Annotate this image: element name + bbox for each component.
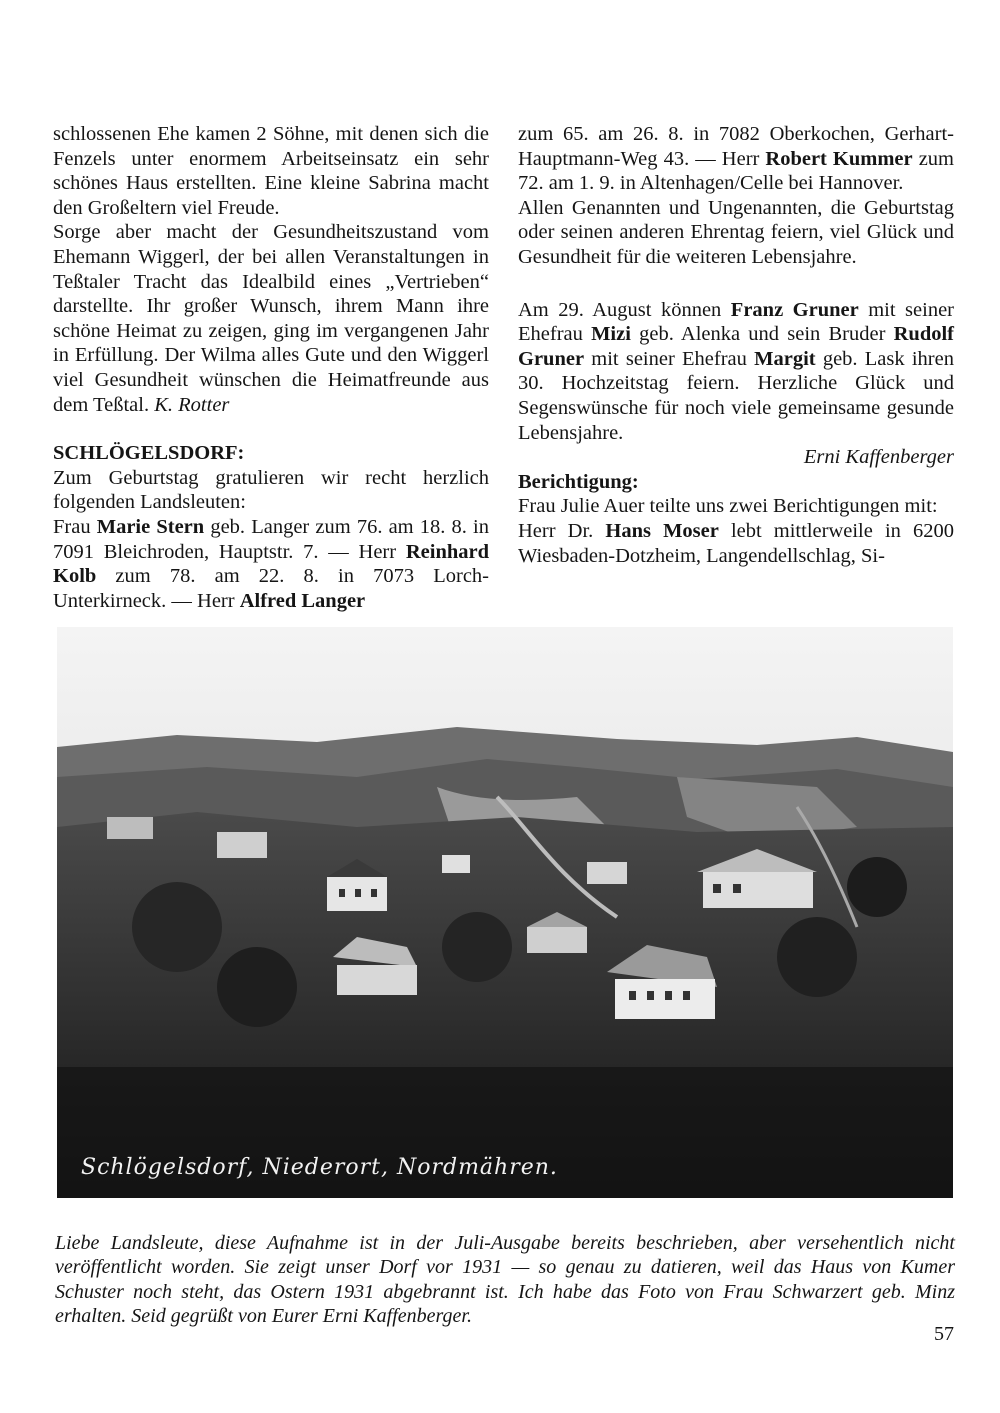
- section-heading-schloegelsdorf: SCHLÖGELSDORF:: [53, 442, 245, 465]
- bold-name: Hans Moser: [605, 519, 719, 542]
- bold-name: Marie Stern: [96, 515, 205, 538]
- left-column: [53, 122, 489, 613]
- bold-name: Mizi: [591, 323, 631, 346]
- paragraph-fenzel-family: [53, 122, 489, 220]
- signature-author: Erni Kaffenberger: [803, 446, 954, 469]
- text-run: mit seiner Ehefrau: [584, 347, 755, 370]
- text-run: Frau Julie Auer teilte uns zwei Berichtigungen mit:: [518, 495, 938, 518]
- text-run: lebt mittlerweile in 6200 Wiesbaden-Dotzheim, Langendellschlag, Si-: [518, 519, 954, 567]
- paragraph-wiggerl: [53, 220, 489, 417]
- bold-name: Rudolf Gruner: [518, 323, 954, 370]
- text-run: Sorge aber macht der Gesundheitszustand vom Ehemann Wiggerl, der bei allen Veranstaltungen in Teßtaler Tracht das Idealbild eines „Vertrieben“ darstellte. Ihr großer Wunsch, ihrem Mann ihre schöne Heimat zu zeigen, ging im vergangenen Jahr in Erfüllung. Der Wilma alles Gute und den Wiggerl viel Gesundheit wünschen die Heimatfreunde aus dem Teßtal.: [53, 221, 489, 416]
- bold-name: Franz Gruner: [730, 298, 859, 321]
- text-run: schlossenen Ehe kamen 2 Söhne, mit denen sich die Fenzels unter enormem Arbeitseinsatz ein sehr schönes Haus erstellten. Eine kleine Sabrina macht den Großeltern viel Freude.: [53, 123, 489, 219]
- village-landscape-image: [57, 627, 953, 1198]
- village-photo: [57, 627, 953, 1198]
- text-run: Frau: [53, 515, 97, 538]
- paragraph-wedding-anniversary: [518, 298, 954, 446]
- right-column: [518, 122, 954, 568]
- text-run: Allen Genannten und Ungenannten, die Geburtstag oder seinen anderen Ehrentag feiern, viel Glück und Gesundheit für die weiteren Lebensjahre.: [518, 196, 954, 268]
- text-run: mit seiner Ehefrau: [518, 298, 954, 346]
- text-run: zum 72. am 1. 9. in Altenhagen/Celle bei Hannover.: [518, 147, 954, 195]
- paragraph-correction-intro: [518, 494, 954, 519]
- bold-name: Margit: [754, 347, 816, 370]
- text-run: zum 78. am 22. 8. in 7073 Lorch-Unterkirneck. — Herr: [53, 565, 489, 612]
- text-run: geb. Alenka und sein Bruder: [630, 323, 894, 346]
- text-run: Zum Geburtstag gratulieren wir recht herzlich folgenden Landsleuten:: [53, 466, 489, 514]
- page-number: 57: [934, 1323, 954, 1345]
- text-run: geb. Langer zum 76. am 18. 8. in 7091 Bleichroden, Hauptstr. 7. — Herr: [53, 515, 489, 563]
- paragraph-birthday-list: [53, 515, 489, 613]
- paragraph-correction-moser: [518, 519, 954, 568]
- italic-signature: K. Rotter: [154, 393, 230, 416]
- text-run: Herr Dr.: [518, 519, 606, 542]
- bold-name: Alfred Langer: [239, 589, 366, 612]
- photo-handwritten-caption: Schlögelsdorf, Niederort, Nordmähren.: [81, 1155, 558, 1180]
- bold-name: Robert Kummer: [765, 147, 913, 170]
- paragraph-birthday-list-continued: [518, 122, 954, 196]
- text-run: Am 29. August können: [518, 298, 731, 321]
- paragraph-wishes: [518, 196, 954, 270]
- section-heading-correction: Berichtigung:: [518, 470, 639, 493]
- text-run: zum 65. am 26. 8. in 7082 Oberkochen, Gerhart-Hauptmann-Weg 43. — Herr: [518, 123, 954, 170]
- bold-name: Reinhard Kolb: [53, 540, 489, 588]
- paragraph-birthday-intro: [53, 466, 489, 515]
- text-run: geb. Lask ihren 30. Hochzeitstag feiern. Herzliche Glück und Segenswünsche für noch viele gemeinsame gesunde Lebensjahre.: [518, 347, 954, 444]
- photo-caption-text: Liebe Landsleute, diese Aufnahme ist in der Juli-Ausgabe bereits beschrieben, aber versehentlich nicht veröffentlicht worden. Sie zeigt unser Dorf vor 1931 — so genau zu datieren, weil das Haus von Kumer Schuster noch steht, das Ostern 1931 abgebrannt ist. Ich habe das Foto von Frau Schwarzert geb. Minz erhalten. Seid gegrüßt von Eurer Erni Kaffenberger.: [55, 1232, 955, 1328]
